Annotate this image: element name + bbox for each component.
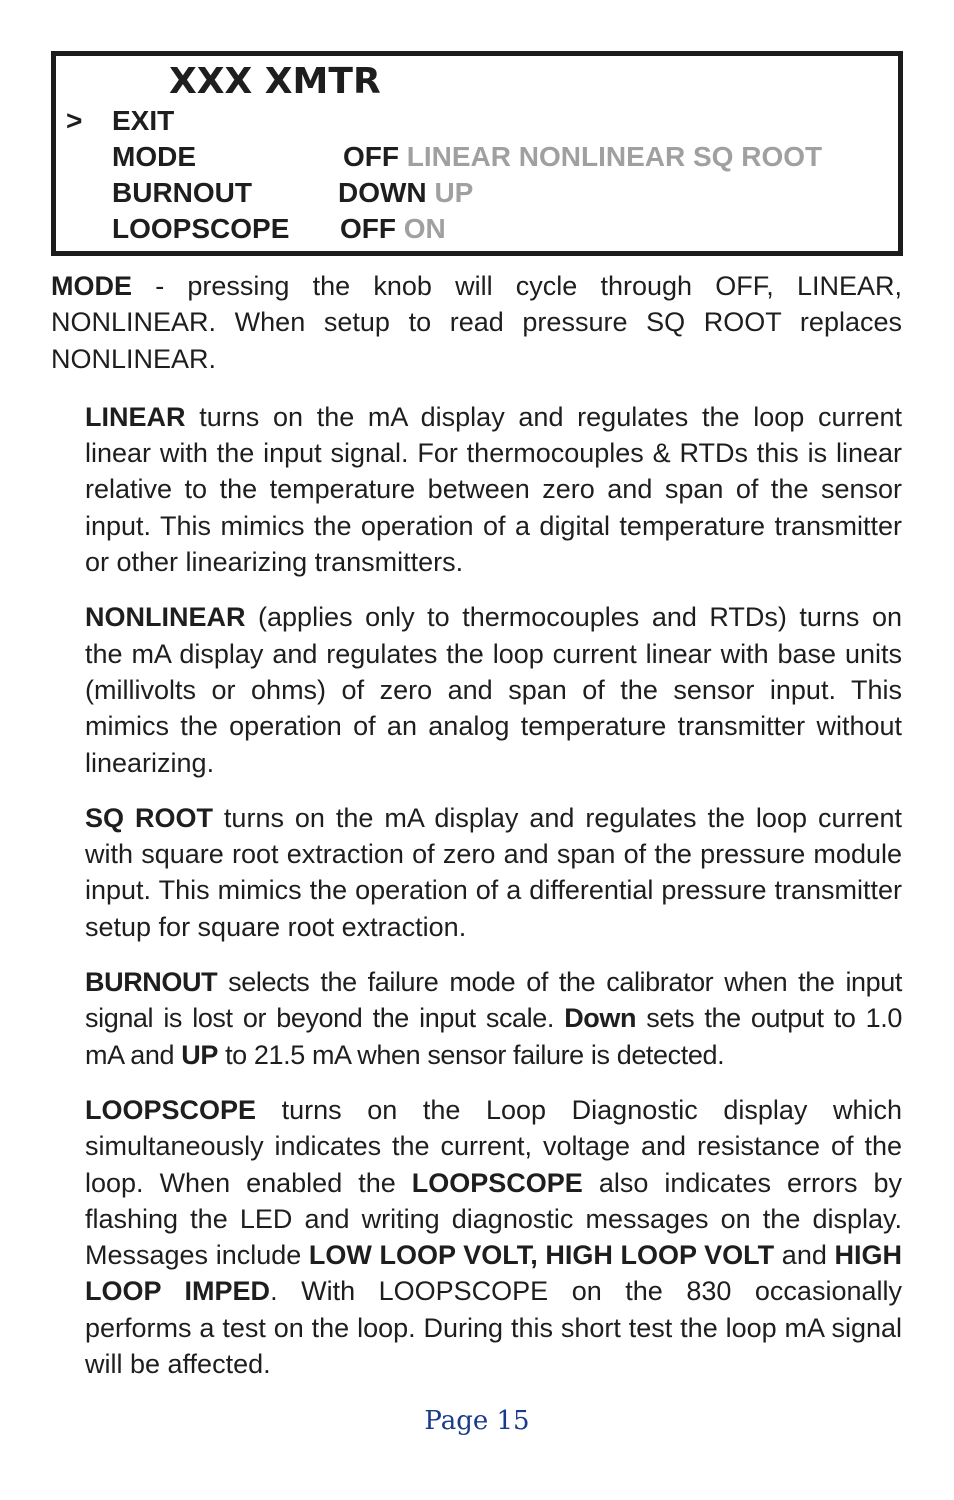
nonlinear-term: NONLINEAR (85, 602, 246, 633)
loopscope-term: LOOPSCOPE (85, 1094, 257, 1125)
display-screen (51, 51, 903, 256)
loopscope-errors-description: also indicates errors by flashing the LED and writing diagnostic messages on the display. Messages include (85, 1167, 902, 1271)
nonlinear-paragraph (85, 599, 902, 780)
loopscope-and: and (774, 1240, 835, 1271)
mode-options (343, 140, 822, 174)
burnout-term: BURNOUT (85, 967, 218, 998)
burnout-description: selects the failure mode of the calibrator when the input signal is lost or beyond the input scale. (85, 967, 902, 1034)
sqroot-paragraph (85, 800, 902, 945)
loopscope-description: turns on the Loop Diagnostic display which simultaneously indicates the current, voltage and resistance of the loop. When enabled the (85, 1094, 902, 1198)
cursor-indicator: > (66, 105, 83, 136)
loopscope-paragraph (85, 1092, 902, 1382)
burnout-down-description: sets the output to 1.0 mA and (85, 1003, 902, 1070)
mode-term: MODE (51, 271, 132, 301)
nonlinear-description: (applies only to thermocouples and RTDs) turns on the mA display and regulates the loop current linear with base units (millivolts or ohms) of zero and span of the sensor input. This mimics the operation of an analog temperature transmitter without linearizing. (85, 602, 902, 778)
linear-paragraph (85, 399, 902, 580)
manual-text (51, 268, 902, 1401)
loop-volt-messages: LOW LOOP VOLT, HIGH LOOP VOLT (308, 1240, 775, 1271)
burnout-other-values: UP (434, 177, 474, 208)
loop-imped-message: HIGH LOOP IMPED (85, 1240, 902, 1307)
burnout-options (338, 176, 473, 210)
burnout-up-description: to 21.5 mA when sensor failure is detected. (217, 1039, 725, 1070)
sqroot-term: SQ ROOT (85, 802, 213, 833)
linear-term: LINEAR (85, 401, 186, 432)
loopscope-options (340, 212, 446, 246)
loopscope-test-description: . With LOOPSCOPE on the 830 occasionally performs a test on the loop. During this short test the loop mA signal will be affected. (85, 1276, 902, 1380)
loopscope-term-inline: LOOPSCOPE (411, 1167, 583, 1198)
mode-other-values: LINEAR NONLINEAR SQ ROOT (406, 141, 823, 172)
linear-description: turns on the mA display and regulates the loop current linear with the input signal. For thermocouples & RTDs this is linear relative to the temperature between zero and span of the sensor input. This mimics the operation of a digital temperature transmitter or other linearizing transmitters. (85, 401, 902, 578)
burnout-down-term: Down (564, 1003, 637, 1034)
menu-label-loopscope: LOOPSCOPE (112, 213, 290, 244)
screen-title: XXX XMTR (169, 61, 381, 102)
burnout-up-term: UP (181, 1039, 218, 1070)
loopscope-selected-value: OFF (340, 213, 396, 244)
mode-paragraph (51, 268, 902, 377)
menu-label-mode: MODE (112, 141, 196, 172)
mode-description: - pressing the knob will cycle through OFF, LINEAR, NONLINEAR. When setup to read pressure SQ ROOT replaces NONLINEAR. (51, 271, 902, 374)
loopscope-other-values: ON (403, 213, 446, 244)
page-number: Page 15 (424, 1406, 530, 1436)
burnout-selected-value: DOWN (338, 177, 427, 208)
menu-label-exit: EXIT (112, 105, 175, 136)
sqroot-description: turns on the mA display and regulates the loop current with square root extraction of zero and span of the pressure module input. This mimics the operation of a differential pressure transmitter setup for square root extraction. (85, 802, 902, 942)
burnout-paragraph (85, 964, 902, 1073)
menu-label-burnout: BURNOUT (112, 177, 252, 208)
mode-selected-value: OFF (343, 141, 399, 172)
